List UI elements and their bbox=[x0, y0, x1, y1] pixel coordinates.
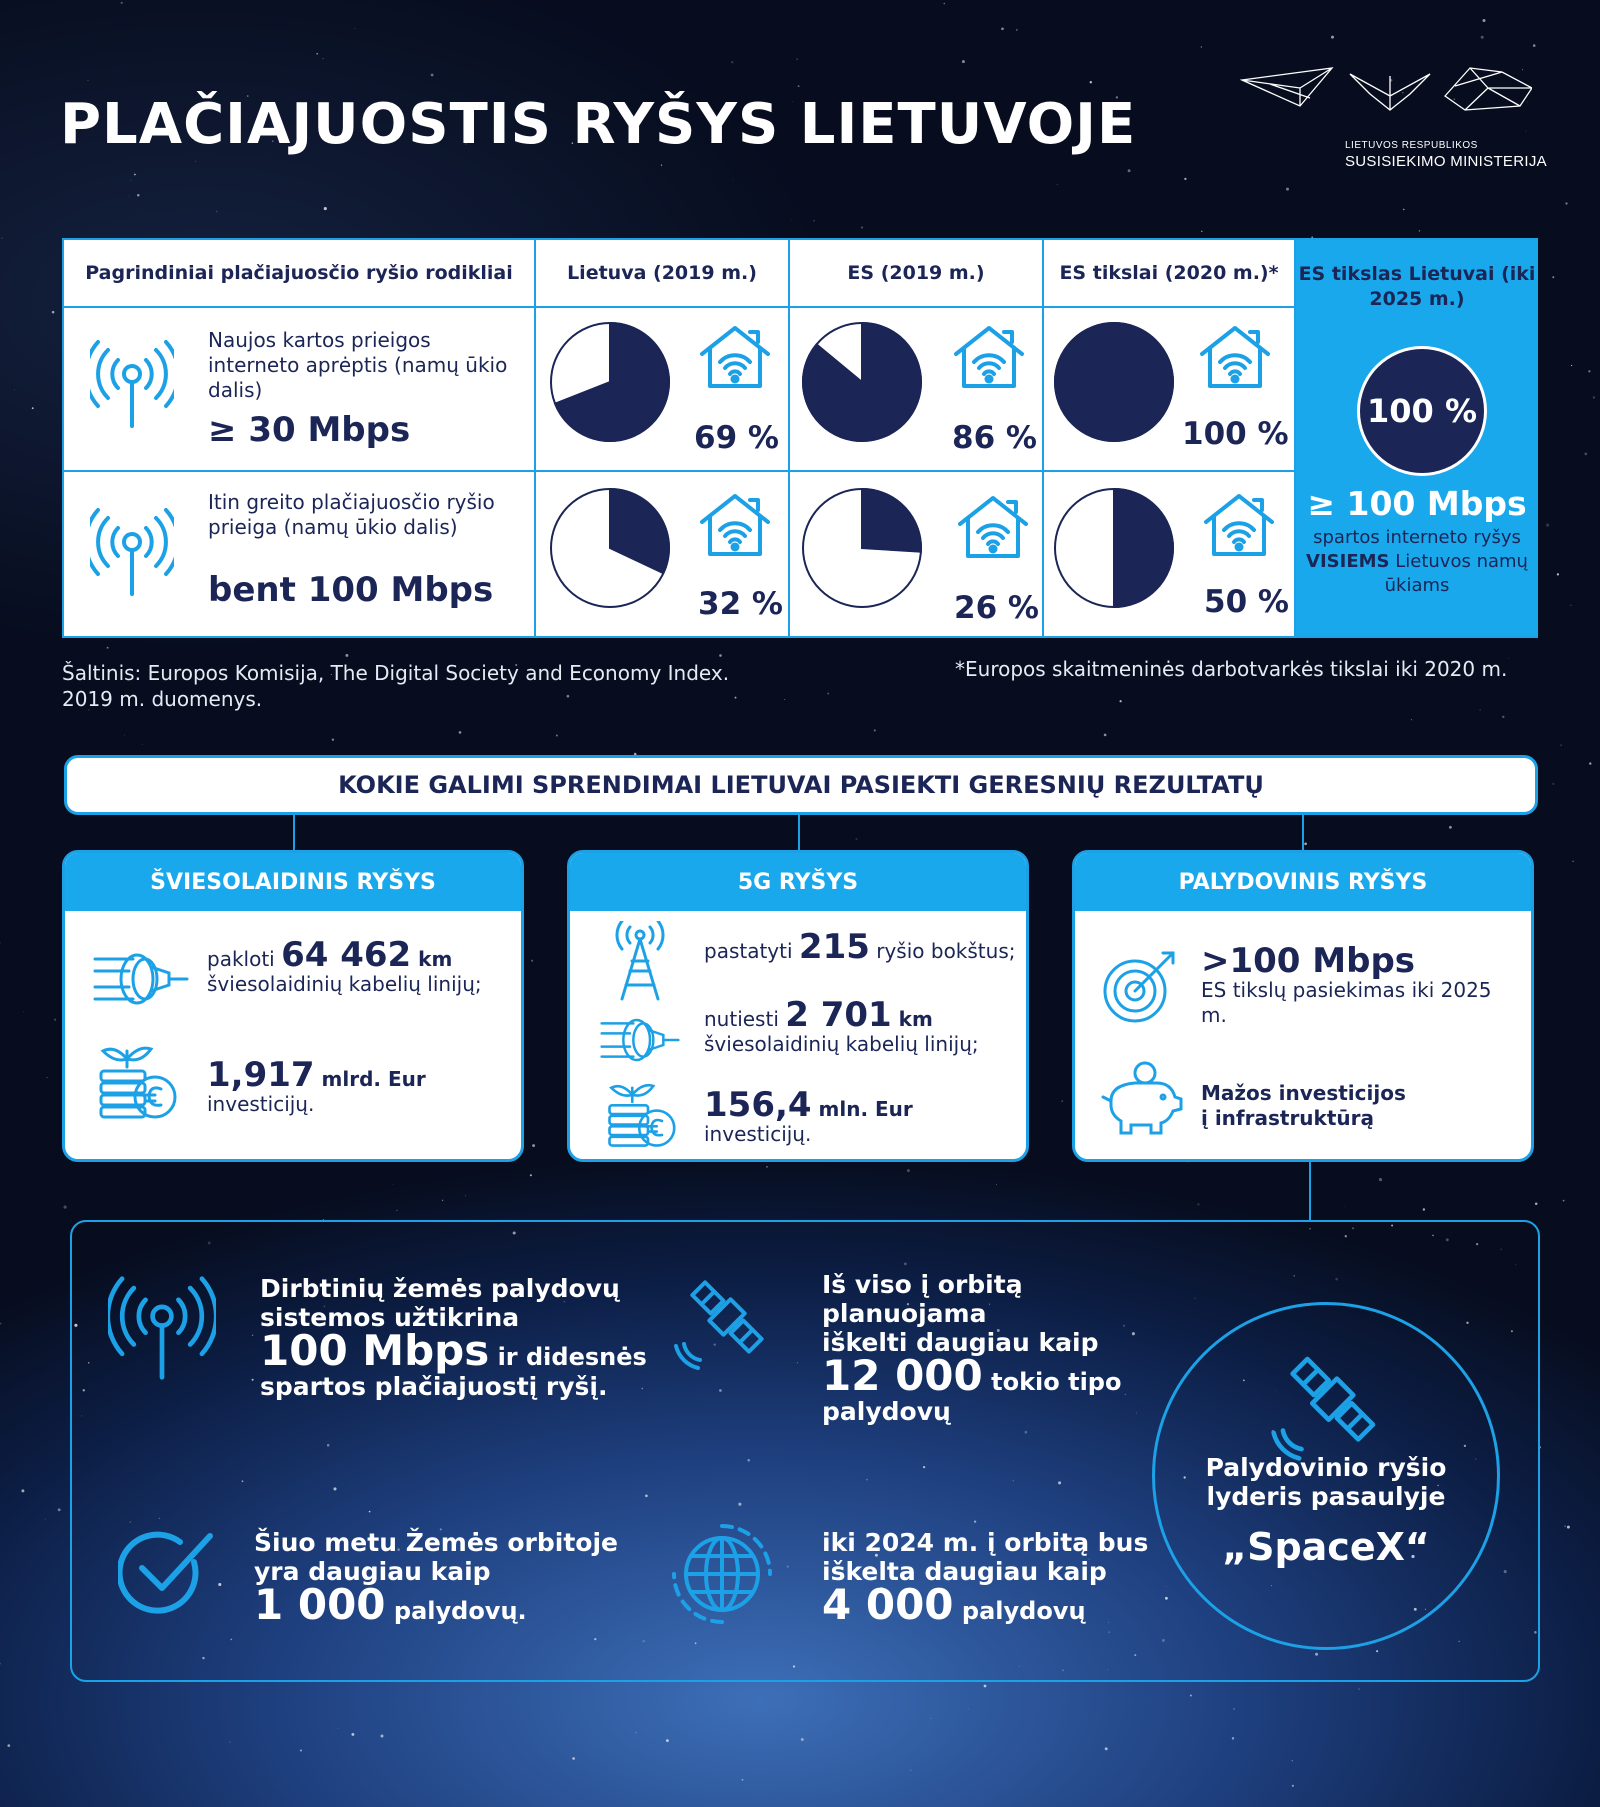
star bbox=[1588, 370, 1590, 372]
5g-item2-num: 2 701 bbox=[785, 995, 892, 1035]
fact3-line1: Šiuo metu Žemės orbitoje bbox=[254, 1528, 619, 1557]
satellite-item2-line2: į infrastruktūrą bbox=[1201, 1106, 1374, 1130]
pct-goal-row2: 50 % bbox=[1204, 584, 1289, 620]
pie-slice bbox=[1114, 489, 1173, 607]
fact4-after: palydovų bbox=[953, 1597, 1086, 1625]
connector-line bbox=[798, 815, 800, 851]
star bbox=[1482, 19, 1485, 22]
star bbox=[442, 1200, 443, 1201]
star bbox=[1, 237, 3, 239]
star bbox=[1358, 1688, 1360, 1690]
star bbox=[556, 735, 558, 737]
fiber-card-title: ŠVIESOLAIDINIS RYŠYS bbox=[65, 853, 521, 911]
fact4-line1: iki 2024 m. į orbitą bus bbox=[822, 1528, 1149, 1557]
money-plant-icon bbox=[97, 1041, 177, 1121]
fact3-num: 1 000 bbox=[254, 1580, 386, 1629]
star bbox=[1292, 1785, 1294, 1787]
satellite-card bbox=[1072, 850, 1534, 1162]
star bbox=[1546, 524, 1549, 527]
spacex-circle bbox=[1152, 1302, 1500, 1650]
star bbox=[733, 180, 734, 181]
pct-eu-row2: 26 % bbox=[954, 590, 1039, 626]
star bbox=[1570, 605, 1571, 606]
fiber-item-1 bbox=[207, 935, 507, 997]
pct-lt-row1: 69 % bbox=[694, 420, 779, 456]
star bbox=[1104, 734, 1107, 737]
star bbox=[46, 1077, 47, 1078]
5g-item3-post: investicijų. bbox=[704, 1122, 812, 1146]
star bbox=[300, 1749, 302, 1751]
star bbox=[1564, 1526, 1565, 1527]
row-1-speed: ≥ 30 Mbps bbox=[208, 410, 411, 450]
5g-item-2 bbox=[704, 995, 1024, 1057]
eu-target-title: ES tikslas Lietuvai (iki 2025 m.) bbox=[1298, 263, 1536, 310]
star bbox=[124, 735, 125, 736]
star bbox=[351, 1733, 354, 1736]
star bbox=[1232, 1737, 1234, 1739]
star bbox=[532, 1144, 535, 1147]
star bbox=[54, 1019, 56, 1021]
star bbox=[230, 1742, 231, 1743]
star bbox=[195, 161, 196, 162]
star bbox=[635, 1732, 637, 1734]
star bbox=[1411, 719, 1412, 720]
star bbox=[1128, 169, 1131, 172]
fact1-line4: spartos plačiajuostį ryšį. bbox=[260, 1372, 608, 1401]
star bbox=[1403, 209, 1404, 210]
star bbox=[1120, 700, 1122, 702]
5g-card bbox=[567, 850, 1029, 1162]
star bbox=[128, 195, 129, 196]
star bbox=[23, 1012, 24, 1013]
star bbox=[791, 220, 792, 221]
star bbox=[943, 3, 945, 5]
star bbox=[731, 61, 733, 63]
star bbox=[121, 2, 123, 4]
star bbox=[393, 1184, 394, 1185]
fact4-line2: iškelta daugiau kaip bbox=[822, 1557, 1107, 1586]
pie-eu-row1 bbox=[800, 320, 924, 444]
fact-3 bbox=[254, 1528, 674, 1629]
star bbox=[813, 220, 814, 221]
star bbox=[930, 1718, 931, 1719]
target-icon bbox=[1101, 947, 1181, 1027]
satellite-icon bbox=[672, 1272, 772, 1372]
spacex-name: „SpaceX“ bbox=[1222, 1525, 1430, 1569]
star bbox=[1286, 188, 1289, 191]
fact4-num: 4 000 bbox=[822, 1580, 954, 1629]
connector-line bbox=[1309, 1162, 1311, 1220]
house-wifi-icon bbox=[956, 494, 1030, 560]
star bbox=[1419, 230, 1420, 231]
star bbox=[332, 738, 334, 740]
fact2-after: tokio tipo bbox=[982, 1368, 1122, 1396]
star bbox=[911, 1770, 912, 1771]
star bbox=[134, 174, 136, 176]
fact2-num: 12 000 bbox=[822, 1351, 983, 1400]
star bbox=[874, 729, 876, 731]
satellite-item1-num: >100 Mbps bbox=[1201, 941, 1416, 981]
star bbox=[1233, 1708, 1235, 1710]
star bbox=[1201, 46, 1202, 47]
indicators-table bbox=[62, 238, 1538, 638]
star bbox=[530, 1174, 532, 1176]
house-wifi-icon bbox=[698, 492, 772, 558]
5g-item2-pre: nutiesti bbox=[704, 1007, 786, 1031]
star bbox=[784, 699, 785, 700]
fact2-line4: palydovų bbox=[822, 1397, 951, 1426]
5g-item2-unit: km bbox=[891, 1007, 933, 1031]
satellite-item-2 bbox=[1201, 1081, 1521, 1131]
star bbox=[1567, 1526, 1570, 1529]
star bbox=[1190, 1694, 1192, 1696]
star bbox=[801, 1738, 804, 1741]
footnote: *Europos skaitmeninės darbotvarkės tikslai iki 2020 m. bbox=[955, 657, 1508, 681]
star bbox=[798, 85, 800, 87]
ministry-name bbox=[1345, 140, 1547, 170]
star bbox=[1565, 202, 1567, 204]
table-header-lt: Lietuva (2019 m.) bbox=[536, 240, 790, 308]
5g-item1-post: ryšio bokštus; bbox=[869, 939, 1016, 963]
star bbox=[142, 744, 143, 745]
fact-4 bbox=[822, 1528, 1182, 1629]
pie-lt-row2 bbox=[548, 486, 672, 610]
star bbox=[984, 1685, 987, 1688]
satellite-item2-line1: Mažos investicijos bbox=[1201, 1081, 1406, 1105]
fiber-item1-unit: km bbox=[411, 947, 453, 971]
fact-2 bbox=[822, 1270, 1182, 1426]
star bbox=[968, 1708, 969, 1709]
pct-eu-row1: 86 % bbox=[952, 420, 1037, 456]
star bbox=[1423, 1208, 1425, 1210]
fiber-item1-num: 64 462 bbox=[281, 935, 412, 975]
star bbox=[431, 74, 434, 77]
star bbox=[1449, 826, 1452, 829]
pie-slice bbox=[1055, 323, 1173, 441]
star bbox=[396, 1210, 397, 1211]
globe-icon bbox=[670, 1522, 774, 1626]
eu-target-value: 100 % bbox=[1357, 346, 1487, 476]
fact1-after: ir didesnės bbox=[489, 1343, 647, 1371]
fact-1 bbox=[260, 1274, 680, 1401]
star bbox=[861, 227, 863, 229]
eu-target-desc-pre: spartos interneto ryšys bbox=[1313, 527, 1521, 548]
star bbox=[323, 58, 324, 59]
star bbox=[1001, 27, 1004, 30]
star bbox=[1525, 131, 1526, 132]
fiber-item-2 bbox=[207, 1055, 507, 1117]
star bbox=[735, 697, 737, 699]
spacex-caption-line1: Palydovinio ryšio bbox=[1205, 1453, 1447, 1482]
star bbox=[58, 1508, 61, 1511]
star bbox=[459, 731, 462, 734]
star bbox=[766, 1166, 767, 1167]
fiber-item2-num: 1,917 bbox=[207, 1055, 315, 1095]
5g-item1-num: 215 bbox=[798, 927, 870, 967]
star bbox=[32, 407, 34, 409]
pct-lt-row2: 32 % bbox=[698, 586, 783, 622]
star bbox=[45, 1519, 46, 1520]
5g-item2-post: šviesolaidinių kabelių linijų; bbox=[704, 1032, 979, 1056]
satellite-card-title: PALYDOVINIS RYŠYS bbox=[1075, 853, 1531, 911]
ministry-line1: LIETUVOS RESPUBLIKOS bbox=[1345, 140, 1478, 151]
star bbox=[1481, 36, 1484, 39]
star bbox=[131, 180, 132, 181]
5g-item-1 bbox=[704, 927, 1024, 967]
star bbox=[381, 1735, 384, 1738]
row-2-label: Itin greito plačiajuosčio ryšio prieiga (namų ūkio dalis) bbox=[208, 490, 495, 539]
star bbox=[1560, 744, 1562, 746]
star bbox=[1105, 1747, 1108, 1750]
eu-target-column bbox=[1296, 240, 1538, 636]
fact3-after: palydovų. bbox=[385, 1597, 527, 1625]
fiber-item1-pre: pakloti bbox=[207, 947, 282, 971]
star bbox=[1197, 1203, 1199, 1205]
star bbox=[0, 1323, 1, 1325]
fact1-line2: sistemos užtikrina bbox=[260, 1303, 520, 1332]
star bbox=[1571, 365, 1572, 366]
fact1-line1: Dirbtinių žemės palydovų bbox=[260, 1274, 620, 1303]
star bbox=[216, 211, 218, 213]
table-header-indicators: Pagrindiniai plačiajuosčio ryšio rodikliai bbox=[64, 240, 536, 308]
star bbox=[1557, 573, 1559, 575]
house-wifi-icon bbox=[1202, 492, 1276, 558]
star bbox=[635, 752, 636, 753]
star bbox=[88, 80, 89, 81]
star bbox=[742, 1779, 744, 1781]
star bbox=[1502, 716, 1504, 718]
pie-eu-row2 bbox=[800, 486, 924, 610]
ministry-line2: SUSISIEKIMO MINISTERIJA bbox=[1345, 153, 1547, 170]
fiber-cable-icon bbox=[600, 1015, 680, 1065]
connector-line bbox=[293, 815, 295, 851]
star bbox=[1061, 1100, 1062, 1101]
fiber-item2-post: investicijų. bbox=[207, 1092, 315, 1116]
star bbox=[962, 60, 965, 63]
star bbox=[1480, 709, 1481, 710]
table-header-eu-goals: ES tikslai (2020 m.)* bbox=[1044, 240, 1296, 308]
connector-line bbox=[1302, 815, 1304, 851]
star bbox=[64, 1206, 67, 1209]
star bbox=[21, 1489, 24, 1492]
house-wifi-icon bbox=[1198, 324, 1272, 390]
fact3-line2: yra daugiau kaip bbox=[254, 1557, 491, 1586]
star bbox=[1345, 1206, 1346, 1207]
star bbox=[316, 53, 318, 55]
antenna-icon bbox=[90, 338, 174, 430]
star bbox=[572, 1757, 575, 1760]
5g-card-title: 5G RYŠYS bbox=[570, 853, 1026, 911]
star bbox=[7, 1744, 10, 1747]
star bbox=[907, 1169, 910, 1172]
satellite-item-1 bbox=[1201, 941, 1521, 1028]
star bbox=[1201, 231, 1202, 232]
star bbox=[1563, 1200, 1565, 1202]
page-title: PLAČIAJUOSTIS RYŠYS LIETUVOJE bbox=[60, 92, 1137, 157]
fiber-item2-unit: mlrd. Eur bbox=[314, 1067, 426, 1091]
fact2-line1: Iš viso į orbitą planuojama bbox=[822, 1270, 1023, 1328]
eu-target-desc-post: Lietuvos namų ūkiams bbox=[1384, 551, 1528, 596]
star bbox=[137, 194, 139, 196]
star bbox=[661, 165, 662, 166]
eu-target-description bbox=[1296, 526, 1538, 598]
star bbox=[666, 1739, 669, 1742]
satellite-item1-post: ES tikslų pasiekimas iki 2025 m. bbox=[1201, 978, 1492, 1027]
star bbox=[1184, 178, 1186, 180]
star bbox=[827, 693, 829, 695]
piggy-bank-icon bbox=[1101, 1061, 1185, 1135]
star bbox=[1584, 452, 1587, 455]
5g-item1-pre: pastatyti bbox=[704, 939, 799, 963]
star bbox=[1508, 658, 1509, 659]
money-plant-icon bbox=[606, 1079, 676, 1149]
eu-target-speed: ≥ 100 Mbps bbox=[1307, 484, 1527, 523]
star bbox=[1304, 842, 1307, 845]
star bbox=[14, 390, 15, 391]
star bbox=[531, 960, 533, 962]
fact1-num: 100 Mbps bbox=[260, 1326, 490, 1375]
source-line2: 2019 m. duomenys. bbox=[62, 687, 263, 711]
pie-slice bbox=[862, 489, 921, 552]
fact2-line2: iškelti daugiau kaip bbox=[822, 1328, 1099, 1357]
star bbox=[0, 1663, 1, 1664]
fiber-item1-post: šviesolaidinių kabelių linijų; bbox=[207, 972, 482, 996]
source-note bbox=[62, 660, 729, 712]
star bbox=[354, 28, 355, 29]
satellite-icon bbox=[1269, 1347, 1385, 1463]
star bbox=[1016, 29, 1018, 31]
star bbox=[465, 1196, 466, 1197]
star bbox=[1552, 276, 1554, 278]
fiber-card bbox=[62, 850, 524, 1162]
star bbox=[1379, 1178, 1382, 1181]
5g-item3-unit: mln. Eur bbox=[811, 1097, 913, 1121]
star bbox=[996, 1184, 997, 1185]
star bbox=[52, 311, 55, 314]
pie-lt-row1 bbox=[548, 320, 672, 444]
star bbox=[1533, 44, 1536, 47]
star bbox=[1553, 783, 1555, 785]
house-wifi-icon bbox=[952, 324, 1026, 390]
star bbox=[1593, 396, 1595, 398]
5g-item-3 bbox=[704, 1085, 1024, 1147]
row-2-speed: bent 100 Mbps bbox=[208, 570, 494, 610]
checkmark-icon bbox=[118, 1528, 218, 1618]
star bbox=[719, 654, 722, 657]
star bbox=[1292, 1760, 1293, 1761]
fiber-cable-icon bbox=[93, 949, 189, 1009]
pct-goal-row1: 100 % bbox=[1182, 416, 1289, 452]
ministry-logo bbox=[1240, 66, 1532, 126]
star bbox=[1535, 1202, 1538, 1205]
star bbox=[1572, 861, 1573, 862]
star bbox=[1589, 762, 1591, 764]
source-line1: Šaltinis: Europos Komisija, The Digital Society and Economy Index. bbox=[62, 661, 730, 685]
star bbox=[345, 654, 348, 657]
spacex-caption bbox=[1155, 1453, 1497, 1511]
antenna-icon bbox=[90, 506, 174, 598]
cell-tower-icon bbox=[612, 921, 668, 1001]
5g-item3-num: 156,4 bbox=[704, 1085, 812, 1125]
star bbox=[107, 647, 109, 649]
pie-goal-row2 bbox=[1052, 486, 1176, 610]
solutions-banner: KOKIE GALIMI SPRENDIMAI LIETUVAI PASIEKTI GERESNIŲ REZULTATŲ bbox=[64, 755, 1538, 815]
house-wifi-icon bbox=[698, 324, 772, 390]
star bbox=[324, 207, 327, 210]
star bbox=[1331, 36, 1334, 39]
antenna-icon bbox=[108, 1274, 216, 1382]
star bbox=[855, 838, 857, 840]
spacex-caption-line2: lyderis pasaulyje bbox=[1206, 1482, 1446, 1511]
eu-target-desc-bold: VISIEMS bbox=[1306, 551, 1390, 572]
star bbox=[797, 59, 798, 60]
star bbox=[338, 1728, 339, 1729]
table-header-eu: ES (2019 m.) bbox=[790, 240, 1044, 308]
row-1-label: Naujos kartos prieigos interneto aprėptis (namų ūkio dalis) bbox=[208, 328, 508, 402]
star bbox=[1057, 184, 1058, 185]
star bbox=[1090, 81, 1092, 83]
pie-goal-row1 bbox=[1052, 320, 1176, 444]
